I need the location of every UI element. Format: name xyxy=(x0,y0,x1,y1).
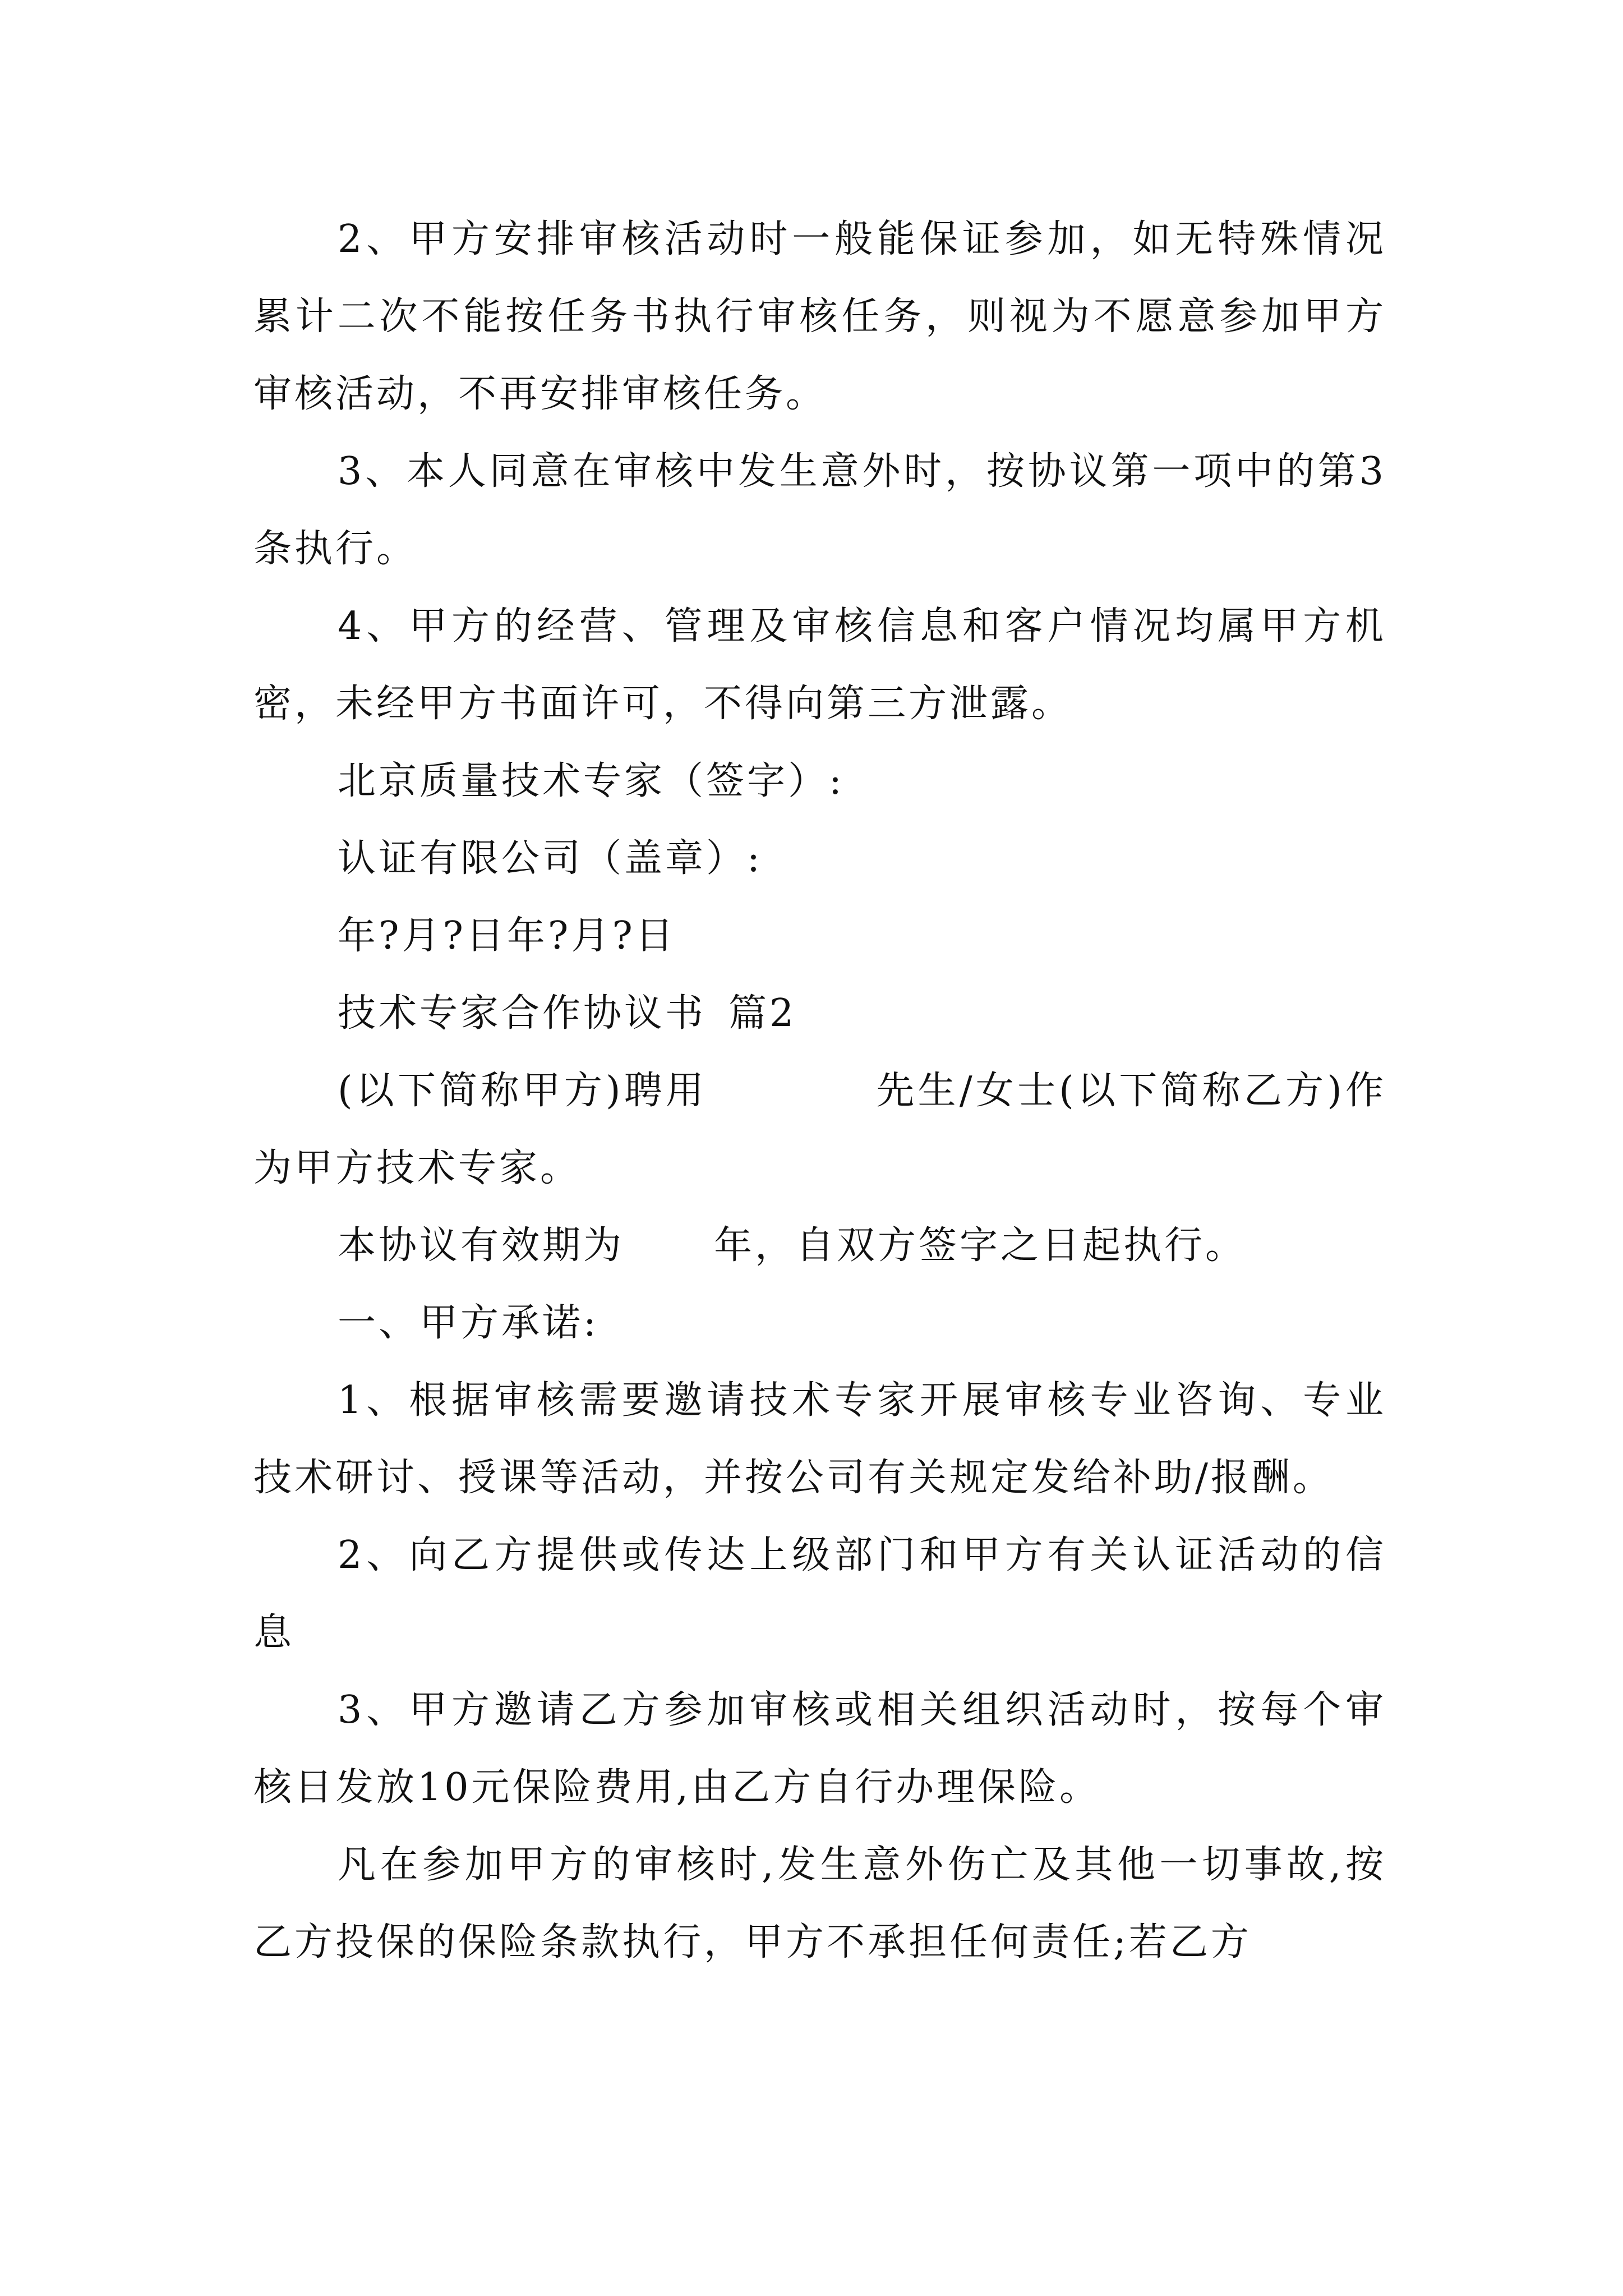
validity-clause-before: 本协议有效期为 xyxy=(338,1223,625,1268)
document-body xyxy=(253,201,1386,1981)
signature-expert-line: 北京质量技术专家（签字）: xyxy=(338,759,845,803)
agreement-title xyxy=(253,975,1386,1052)
paragraph-validity xyxy=(253,1207,1386,1285)
commitment-item-2: 2、向乙方提供或传达上级部门和甲方有关认证活动的信息 xyxy=(253,1533,1386,1655)
hire-clause-before: (以下简称甲方)聘用 xyxy=(338,1069,708,1113)
paragraph-confidentiality: 4、甲方的经营、管理及审核信息和客户情况均属甲方机密，未经甲方书面许可，不得向第三方泄露。 xyxy=(253,604,1386,726)
paragraph-attendance-obligation: 2、甲方安排审核活动时一般能保证参加，如无特殊情况累计二次不能按任务书执行审核任务，则视为不愿意参加甲方审核活动，不再安排审核任务。 xyxy=(253,217,1386,416)
section-heading-party-a-commitments: 一、甲方承诺: xyxy=(338,1301,599,1345)
hire-clause-after: 先生/女士(以下简称乙方)作为甲方技术专家。 xyxy=(253,1069,1386,1190)
validity-clause-after: 年，自双方签字之日起执行。 xyxy=(714,1223,1247,1268)
signature-company-line: 认证有限公司（盖章）: xyxy=(338,836,763,881)
commitment-item-accident-liability: 凡在参加甲方的审核时,发生意外伤亡及其他一切事故,按乙方投保的保险条款执行，甲方不承担任何责任;若乙方 xyxy=(253,1843,1386,1964)
signature-date-line: 年?月?日年?月?日 xyxy=(338,914,676,958)
agreement-part-label: 篇2 xyxy=(728,991,797,1036)
commitment-item-3: 3、甲方邀请乙方参加审核或相关组织活动时，按每个审核日发放10元保险费用,由乙方自行办理保险。 xyxy=(253,1688,1386,1810)
agreement-title-text: 技术专家合作协议书 xyxy=(338,991,707,1036)
paragraph-hire-clause xyxy=(253,1052,1386,1207)
commitment-item-1: 1、根据审核需要邀请技术专家开展审核专业咨询、专业技术研讨、授课等活动，并按公司有关规定发给补助/报酬。 xyxy=(253,1378,1386,1500)
paragraph-accident-clause: 3、本人同意在审核中发生意外时，按协议第一项中的第3条执行。 xyxy=(253,449,1386,571)
